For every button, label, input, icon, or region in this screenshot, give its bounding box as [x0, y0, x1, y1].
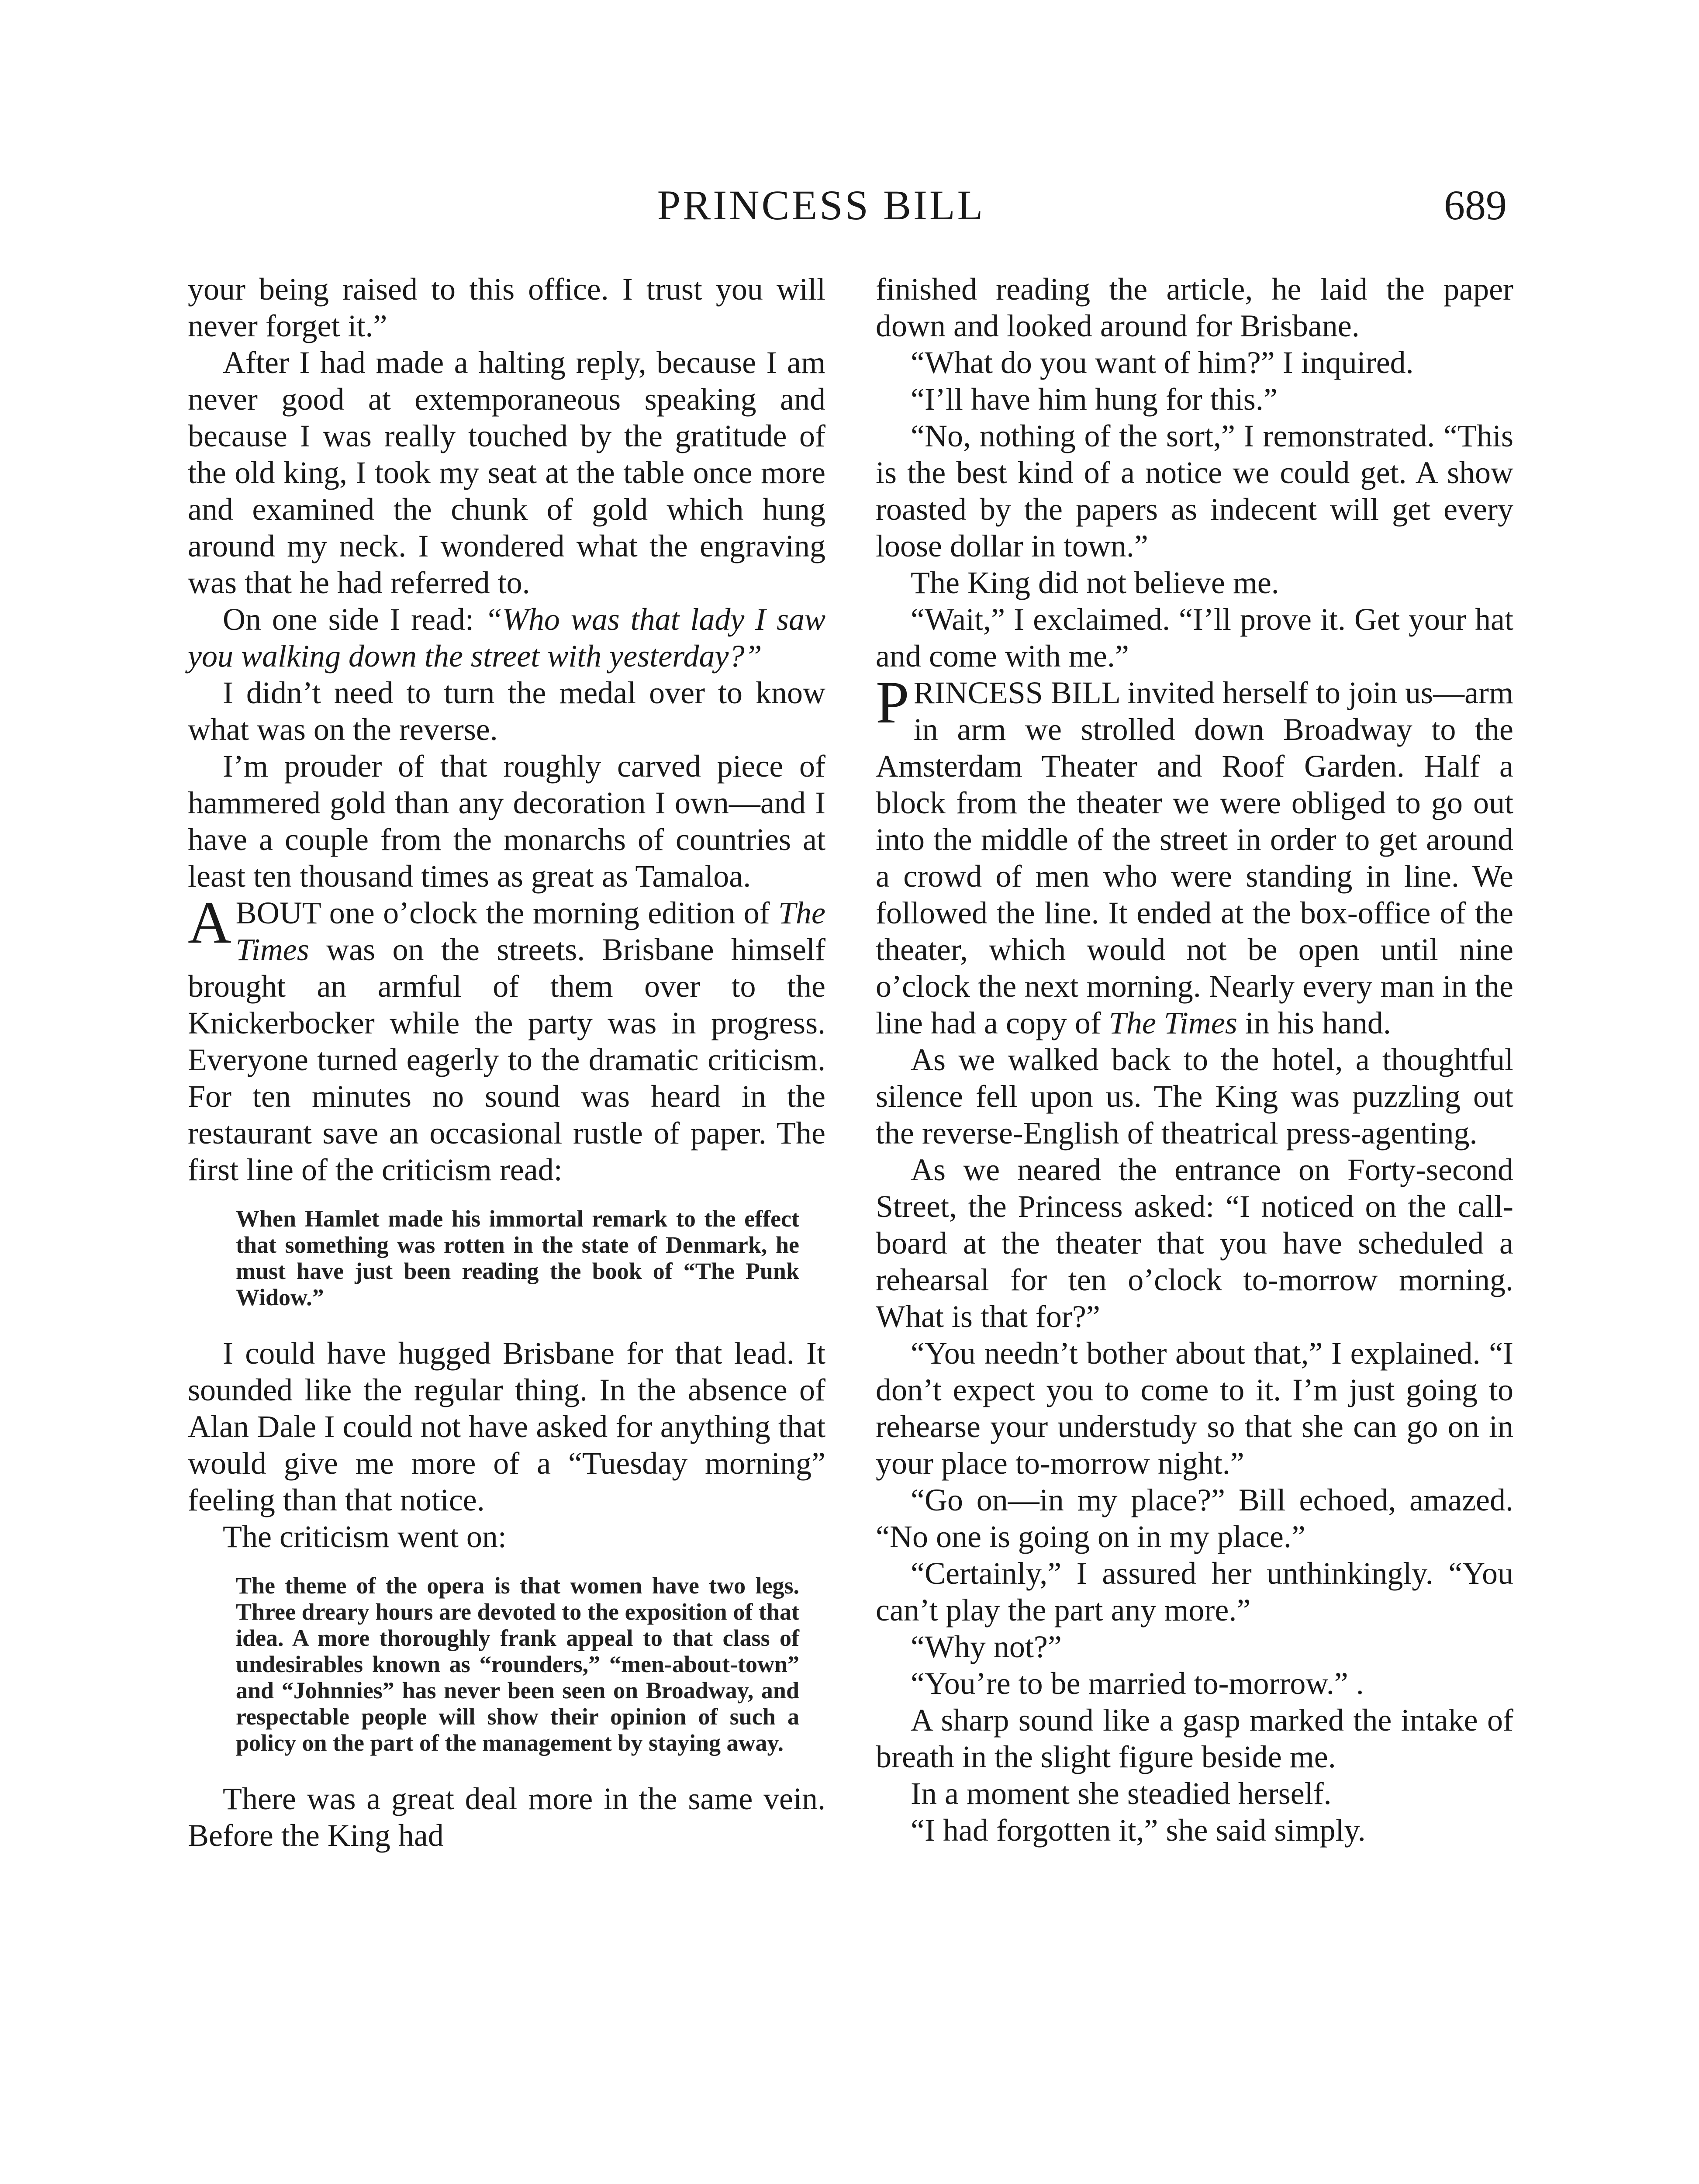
- section-paragraph: [188, 889, 825, 1188]
- publication-name: The Times: [235, 895, 825, 967]
- paragraph: “Wait,” I exclaimed. “I’ll prove it. Get your hat and come with me.”: [876, 602, 1513, 674]
- paragraph-text: RINCESS BILL invited herself to join us—arm in arm we strolled down Broadway to the Amsterdam Theater and Roof Garden. Half a block from the theater we were obliged to go out into the middle of the street in order to get around a crowd of men who were standing in line. We followed the line. It ended at the box-office of the theater, which would not be open until nine o’clock the next morning. Nearly every man in the line had a copy of: [876, 675, 1513, 1040]
- paragraph: finished reading the article, he laid the paper down and looked around for Brisbane.: [876, 272, 1513, 343]
- block-quote: [236, 1206, 799, 1310]
- paragraph: There was a great deal more in the same vein. Before the King had: [188, 1781, 825, 1853]
- paragraph: “Certainly,” I assured her unthinkingly. “You can’t play the part any more.”: [876, 1556, 1513, 1628]
- paragraph: “No, nothing of the sort,” I remonstrated. “This is the best kind of a notice we could get. A show roasted by the papers as indecent will get every loose dollar in town.”: [876, 418, 1513, 563]
- paragraph-text: On one side I read:: [223, 602, 485, 637]
- quote-text: The theme of the opera is that women have two legs. Three dreary hours are devoted to the exposition of that idea. A more thoroughly frank appeal to that class of undesirables known as “rounders,” “men-about-town” and “Johnnies” has never been seen on Broadway, and respectable people will show their opinion of such a policy on the part of the management by staying away.: [236, 1572, 799, 1756]
- paragraph: The criticism went on:: [223, 1519, 507, 1554]
- block-quote: [236, 1572, 799, 1756]
- paragraph: I didn’t need to turn the medal over to know what was on the reverse.: [188, 675, 825, 747]
- medal-inscription: “Who was that lady I saw you walking down the street with yesterday?”: [188, 602, 825, 674]
- paragraph: your being raised to this office. I trust you will never forget it.”: [188, 272, 825, 343]
- page-number: 689: [1444, 182, 1507, 228]
- paragraph: After I had made a halting reply, because I am never good at extemporaneous speaking and because I was really touched by the gratitude of the old king, I took my seat at the table once more and examined the chunk of gold which hung around my neck. I wondered what the engraving was that he had referred to.: [188, 345, 825, 600]
- paragraph: I could have hugged Brisbane for that lead. It sounded like the regular thing. In the absence of Alan Dale I could not have asked for anything that would give me more of a “Tuesday morning” feeling than that notice.: [188, 1336, 825, 1517]
- drop-cap: P: [876, 669, 909, 736]
- paragraph: The King did not believe me.: [911, 565, 1279, 600]
- paragraph: As we neared the entrance on Forty-second Street, the Princess asked: “I noticed on the call-board at the theater that you have scheduled a rehearsal for ten o’clock to-morrow morning. What is that for?”: [876, 1152, 1513, 1334]
- paragraph: “What do you want of him?” I inquired.: [911, 345, 1414, 380]
- paragraph: “I had forgotten it,” she said simply.: [911, 1813, 1366, 1848]
- paragraph: “You needn’t bother about that,” I explained. “I don’t expect you to come to it. I’m just going to rehearse your understudy so that she can go on in your place to-morrow night.”: [876, 1336, 1513, 1481]
- paragraph-text: BOUT one o’clock the morning edition of: [235, 895, 778, 930]
- right-column: [876, 271, 1513, 1849]
- running-head: [0, 175, 1699, 236]
- paragraph-text: in his hand.: [1237, 1006, 1391, 1040]
- paragraph: “Why not?”: [911, 1629, 1062, 1664]
- paragraph: “You’re to be married to-morrow.” .: [911, 1666, 1364, 1701]
- paragraph: In a moment she steadied herself.: [911, 1776, 1332, 1811]
- paragraph: I’m prouder of that roughly carved piece of hammered gold than any decoration I own—and I have a couple from the monarchs of countries at least ten thousand times as great as Tamaloa.: [188, 749, 825, 894]
- quote-text: When Hamlet made his immortal remark to the effect that something was rotten in the state of Denmark, he must have just been reading the book of “The Punk Widow.”: [236, 1206, 799, 1310]
- paragraph-text: was on the streets. Brisbane himself brought an armful of them over to the Knickerbocker while the party was in progress. Everyone turned eagerly to the dramatic criticism. For ten minutes no sound was heard in the restaurant save an occasional rustle of paper. The first line of the criticism read:: [188, 932, 825, 1187]
- left-column: [188, 271, 825, 1854]
- paragraph: “I’ll have him hung for this.”: [911, 382, 1278, 417]
- page-title: PRINCESS BILL: [657, 182, 985, 228]
- section-paragraph: [876, 669, 1513, 1041]
- paragraph: [188, 601, 825, 674]
- paragraph: As we walked back to the hotel, a thoughtful silence fell upon us. The King was puzzling out the reverse-English of theatrical press-agenting.: [876, 1042, 1513, 1151]
- paragraph: A sharp sound like a gasp marked the intake of breath in the slight figure beside me.: [876, 1703, 1513, 1774]
- drop-cap: A: [188, 889, 231, 956]
- publication-name: The Times: [1108, 1006, 1237, 1040]
- paragraph: “Go on—in my place?” Bill echoed, amazed. “No one is going on in my place.”: [876, 1482, 1513, 1554]
